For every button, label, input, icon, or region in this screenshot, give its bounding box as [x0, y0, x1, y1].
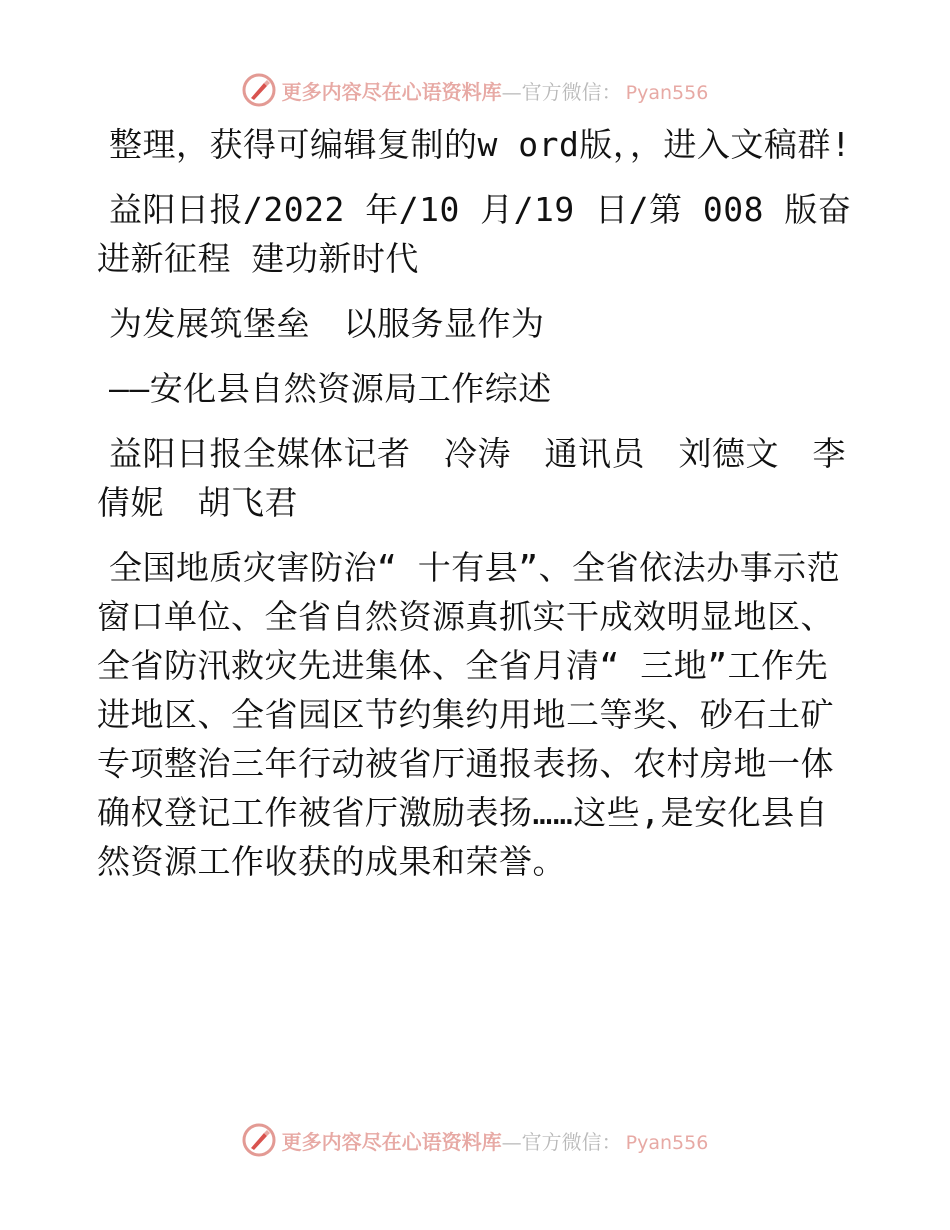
byline: 益阳日报全媒体记者 冷涛 通讯员 刘德文 李倩妮 胡飞君 [97, 434, 846, 522]
article-subtitle: ——安化县自然资源局工作综述 [109, 369, 552, 408]
body-paragraph: 全国地质灾害防治“ 十有县”、全省依法办事示范窗口单位、全省自然资源真抓实干成效明显地区、全省防汛救灾先进集体、全省月清“ 三地”工作先进地区、全省园区节约集约用地二等奖、砂石土矿专项整治三年行动被省厅通报表扬、农村房地一体确权登记工作被省厅激励表扬……这些,是安化县自然资源工作收获的成果和荣誉。 [97, 548, 841, 881]
intro-paragraph: 整理，获得可编辑复制的w ord版，，进入文稿群! [109, 125, 852, 164]
source-line: 益阳日报/2022 年/10 月/19 日/第 008 版奋进新征程 建功新时代 [97, 190, 852, 278]
footer-watermark [0, 1120, 950, 1160]
pen-logo-icon [242, 73, 276, 107]
watermark-brand: 更多内容尽在心语资料库 [281, 79, 502, 104]
watermark-id: Pyan556 [625, 1131, 709, 1154]
watermark-separator: —官方微信： [501, 79, 622, 104]
watermark-text [282, 1126, 709, 1155]
header-watermark [0, 70, 950, 110]
watermark-brand: 更多内容尽在心语资料库 [281, 1129, 502, 1154]
watermark-separator: —官方微信： [501, 1129, 622, 1154]
document-body [97, 120, 852, 902]
watermark-text [282, 76, 709, 105]
pen-logo-icon [242, 1123, 276, 1157]
watermark-id: Pyan556 [625, 81, 709, 104]
article-title: 为发展筑堡垒 以服务显作为 [109, 304, 545, 343]
